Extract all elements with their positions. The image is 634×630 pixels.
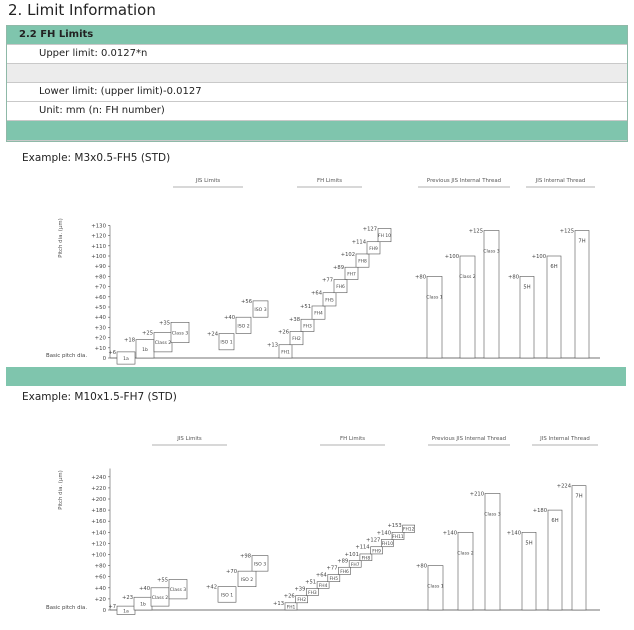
fh-upper-label: +127 — [366, 537, 381, 544]
chart-m3 — [0, 168, 634, 368]
fh-limit-label: FH4 — [318, 584, 328, 590]
jis-limit-label: ISO 1 — [220, 340, 233, 346]
y-tick-label: +20 — [94, 596, 106, 603]
jis-limit-label: 1b — [142, 347, 148, 353]
jis-internal-upper: +80 — [508, 274, 519, 281]
limits-table — [6, 25, 628, 142]
fh-upper-label: +26 — [283, 593, 295, 600]
fh-upper-label: +114 — [355, 544, 370, 551]
jis-upper-label: +40 — [139, 585, 150, 592]
jis-internal-label: 5H — [525, 540, 533, 547]
chart-m10 — [0, 410, 634, 630]
y-tick-label: +120 — [91, 541, 106, 548]
fh-limit-label: FH 10 — [378, 234, 391, 240]
fh-upper-label: +127 — [362, 226, 377, 233]
fh-upper-label: +64 — [311, 290, 322, 297]
fh-upper-label: +51 — [300, 303, 311, 310]
jis-limit-label: Class 2 — [154, 341, 172, 347]
jis-internal-upper: +180 — [532, 508, 547, 515]
y-axis-label: Pitch dia. (μm) — [58, 470, 64, 510]
jis-upper-label: +7 — [108, 604, 116, 611]
prev-jis-upper: +80 — [415, 274, 426, 281]
fh-upper-label: +51 — [305, 579, 317, 586]
jis-internal-bar — [548, 510, 562, 610]
upper-limit-row: Upper limit: 0.0127*n — [7, 45, 627, 64]
y-tick-label: +100 — [91, 254, 106, 260]
prev-jis-bar — [460, 256, 475, 358]
y-tick-label: +70 — [94, 284, 106, 291]
jis-limit-label: Class 3 — [169, 588, 187, 594]
y-tick-label: +40 — [94, 585, 106, 592]
prev-jis-bar — [458, 532, 473, 610]
fh-upper-label: +64 — [315, 572, 327, 579]
jis-upper-label: +56 — [241, 298, 252, 305]
fh-upper-label: +153 — [387, 523, 402, 530]
y-tick-label: +40 — [94, 315, 106, 322]
jis-limit-label: ISO 3 — [254, 308, 267, 314]
fh-limit-label: FH1 — [281, 350, 290, 356]
basic-pitch-label: Basic pitch dia. — [46, 605, 88, 611]
fh-upper-label: +13 — [273, 600, 284, 607]
prev-jis-label: Class 3 — [484, 512, 501, 518]
jis-limit-label: Class 2 — [151, 595, 169, 601]
prev-jis-upper: +140 — [442, 530, 457, 537]
jis-upper-label: +70 — [226, 569, 237, 576]
jis-limit-label: ISO 3 — [253, 562, 267, 568]
fh-upper-label: +89 — [337, 558, 349, 565]
jis-upper-label: +18 — [124, 337, 135, 344]
jis-limit-label: ISO 2 — [240, 577, 254, 583]
jis-upper-label: +42 — [206, 584, 217, 591]
fh-upper-label: +77 — [322, 277, 333, 284]
fh-upper-label: +140 — [376, 530, 391, 537]
y-tick-label: +80 — [94, 274, 106, 281]
prev-jis-label: Class 1 — [426, 295, 443, 301]
fh-limit-label: FH9 — [372, 549, 381, 555]
prev-jis-label: Class 2 — [457, 551, 474, 557]
basic-pitch-label: Basic pitch dia. — [46, 353, 88, 359]
section-label: Previous JIS Internal Thread — [431, 436, 507, 442]
prev-jis-upper: +100 — [444, 254, 459, 260]
fh-limit-label: FH8 — [358, 259, 367, 265]
jis-upper-label: +6 — [108, 349, 116, 356]
fh-upper-label: +102 — [340, 251, 355, 258]
jis-internal-label: 7H — [575, 493, 583, 500]
jis-internal-label: 6H — [550, 264, 558, 270]
y-tick-label: +180 — [91, 508, 106, 515]
unit-row: Unit: mm (n: FH number) — [7, 102, 627, 121]
jis-internal-bar — [547, 256, 561, 358]
jis-internal-bar — [572, 486, 586, 610]
jis-limit-label: 1a — [123, 609, 129, 615]
y-axis-label: Pitch dia. (μm) — [58, 218, 64, 258]
fh-limit-label: FH7 — [347, 272, 356, 278]
fh-upper-label: +89 — [333, 265, 344, 272]
fh-limit-label: FH3 — [303, 324, 312, 330]
y-tick-label: +30 — [94, 325, 106, 332]
y-tick-label: +80 — [94, 563, 106, 570]
example-title-1: Example: M3x0.5-FH5 (STD) — [22, 152, 171, 164]
fh-upper-label: +38 — [289, 317, 300, 324]
table-footer-bar — [7, 121, 627, 141]
y-tick-label: 0 — [102, 608, 106, 614]
example-title-2: Example: M10x1.5-FH7 (STD) — [22, 391, 177, 403]
y-tick-label: +90 — [94, 264, 106, 271]
prev-jis-label: Class 2 — [459, 275, 476, 280]
fh-upper-label: +39 — [294, 586, 306, 593]
y-tick-label: +220 — [91, 485, 106, 492]
fh-limit-label: FH9 — [369, 246, 378, 252]
jis-upper-label: +55 — [157, 577, 168, 584]
section-label: JIS Internal Thread — [535, 178, 586, 184]
fh-limit-label: FH8 — [361, 556, 371, 562]
y-tick-label: 0 — [102, 356, 106, 362]
fh-limit-label: FH5 — [325, 298, 334, 304]
section-label: Previous JIS Internal Thread — [426, 178, 502, 184]
section-label: JIS Limits — [195, 178, 221, 184]
jis-internal-label: 5H — [523, 284, 531, 291]
y-tick-label: +50 — [94, 305, 106, 311]
jis-limit-label: 1a — [123, 357, 129, 362]
y-tick-label: +120 — [91, 233, 106, 240]
fh-limit-label: FH2 — [292, 337, 301, 343]
prev-jis-label: Class 3 — [483, 249, 500, 255]
prev-jis-upper: +80 — [416, 563, 427, 570]
page-title: 2. Limit Information — [8, 1, 156, 19]
fh-limit-label: FH5 — [329, 577, 339, 583]
lower-limit-row: Lower limit: (upper limit)-0.0127 — [7, 83, 627, 102]
jis-upper-label: +35 — [159, 320, 170, 327]
fh-upper-label: +13 — [267, 342, 278, 349]
section-label: FH Limits — [339, 436, 366, 442]
section-label: JIS Limits — [177, 436, 202, 442]
jis-limit-label: Class 3 — [171, 331, 189, 337]
section-divider — [6, 367, 626, 386]
jis-internal-label: 7H — [578, 238, 586, 245]
fh-limit-label: FH2 — [297, 598, 307, 604]
y-tick-label: +20 — [94, 335, 106, 342]
fh-upper-label: +26 — [278, 329, 289, 336]
y-tick-label: +100 — [91, 552, 106, 559]
fh-limit-label: FH6 — [336, 285, 345, 291]
y-tick-label: +110 — [91, 243, 106, 250]
jis-internal-bar — [575, 231, 589, 359]
fh-upper-label: +114 — [351, 239, 366, 246]
fh-limit-label: FH10 — [381, 542, 394, 548]
prev-jis-bar — [427, 276, 442, 358]
jis-limit-label: 1b — [140, 602, 146, 608]
section-label: FH Limits — [316, 178, 343, 184]
prev-jis-upper: +210 — [469, 491, 484, 498]
fh-limit-label: FH11 — [392, 534, 404, 540]
y-tick-label: +240 — [91, 474, 106, 481]
y-tick-label: +140 — [91, 530, 106, 537]
jis-internal-label: 6H — [551, 518, 559, 525]
jis-upper-label: +98 — [240, 553, 251, 560]
fh-limit-label: FH12 — [402, 527, 415, 533]
table-header: 2.2 FH Limits — [7, 26, 627, 45]
fh-limit-label: FH7 — [350, 562, 360, 568]
jis-upper-label: +40 — [224, 315, 235, 322]
blank-row — [7, 64, 627, 83]
fh-limit-label: FH1 — [286, 605, 296, 611]
y-tick-label: +130 — [91, 223, 106, 230]
y-tick-label: +60 — [94, 574, 106, 581]
fh-limit-label: FH3 — [308, 590, 317, 596]
fh-upper-label: +77 — [326, 565, 338, 572]
y-tick-label: +10 — [94, 345, 106, 352]
jis-internal-upper: +140 — [506, 530, 521, 537]
prev-jis-label: Class 1 — [427, 584, 444, 590]
section-label: JIS Internal Thread — [540, 436, 590, 442]
prev-jis-bar — [485, 493, 500, 610]
jis-internal-upper: +224 — [556, 483, 571, 490]
jis-upper-label: +25 — [142, 330, 153, 337]
jis-upper-label: +24 — [207, 331, 218, 338]
jis-limit-label: ISO 1 — [220, 593, 234, 599]
jis-internal-upper: +100 — [531, 254, 546, 260]
jis-limit-label: ISO 2 — [237, 324, 250, 330]
fh-upper-label: +101 — [344, 551, 359, 558]
y-tick-label: +60 — [94, 294, 106, 301]
y-tick-label: +160 — [91, 519, 106, 526]
y-tick-label: +200 — [91, 497, 106, 503]
fh-limit-label: FH6 — [340, 569, 349, 575]
jis-upper-label: +23 — [122, 595, 133, 602]
jis-internal-upper: +125 — [559, 228, 574, 235]
prev-jis-upper: +125 — [468, 228, 483, 235]
fh-limit-label: FH4 — [314, 311, 323, 317]
